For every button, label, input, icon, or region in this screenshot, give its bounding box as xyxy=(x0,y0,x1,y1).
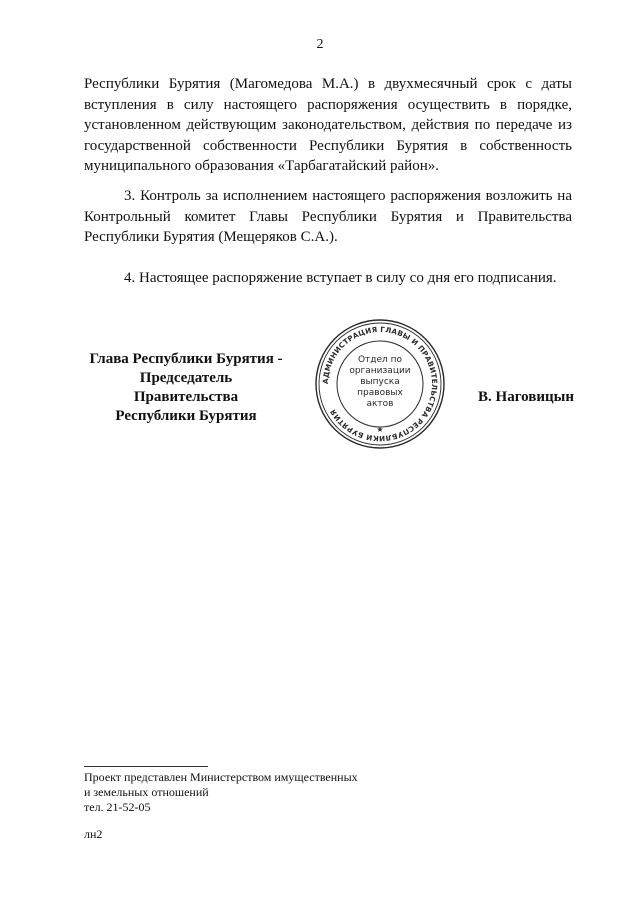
paragraph-control xyxy=(84,186,572,248)
signatory-title xyxy=(86,350,286,426)
footnote-line: Проект представлен Министерством имущественных xyxy=(84,770,358,784)
signatory-title-line: Республики Бурятия xyxy=(115,408,257,424)
footnote-divider xyxy=(84,766,208,767)
signatory-name: В. Наговицын xyxy=(478,389,574,405)
footnote-phone: тел. 21-52-05 xyxy=(84,800,151,814)
paragraph-text: Республики Бурятия (Магомедова М.А.) в двухмесячный срок с даты вступления в силу настоящего распоряжения осуществить в порядке, установленном действующим законодательством, действия по передаче из государственной собственности Республики Бурятия в собственность муниципального образования «Тарбагатайский район». xyxy=(84,76,572,174)
signatory-title-line: Глава Республики Бурятия - xyxy=(89,351,283,367)
stamp-inner-line: Отдел по xyxy=(357,355,403,365)
paragraph-transfer xyxy=(84,74,572,177)
stamp-inner-line: правовых xyxy=(357,388,403,398)
signatory-title-line: Председатель Правительства xyxy=(133,370,239,405)
stamp-outer-text: АДМИНИСТРАЦИЯ ГЛАВЫ И ПРАВИТЕЛЬСТВА РЕСПУБЛИКИ БУРЯТИЯ xyxy=(320,324,440,444)
stamp-star: ★ xyxy=(376,425,384,434)
document-code: лн2 xyxy=(84,827,103,841)
paragraph-text: 3. Контроль за исполнением настоящего распоряжения возложить на Контрольный комитет Главы Республики Бурятия и Правительства Республики Бурятия (Мещеряков С.А.). xyxy=(84,188,572,245)
page-number: 2 xyxy=(316,37,324,52)
footnote-line: и земельных отношений xyxy=(84,785,209,799)
footnote xyxy=(84,770,404,815)
stamp-inner-line: выпуска xyxy=(360,377,400,387)
paragraph-text: 4. Настоящее распоряжение вступает в силу со дня его подписания. xyxy=(124,270,557,286)
stamp-inner-line: организации xyxy=(349,366,411,376)
official-stamp xyxy=(313,317,447,451)
paragraph-effective xyxy=(84,268,572,289)
stamp-inner-line: актов xyxy=(366,399,394,409)
